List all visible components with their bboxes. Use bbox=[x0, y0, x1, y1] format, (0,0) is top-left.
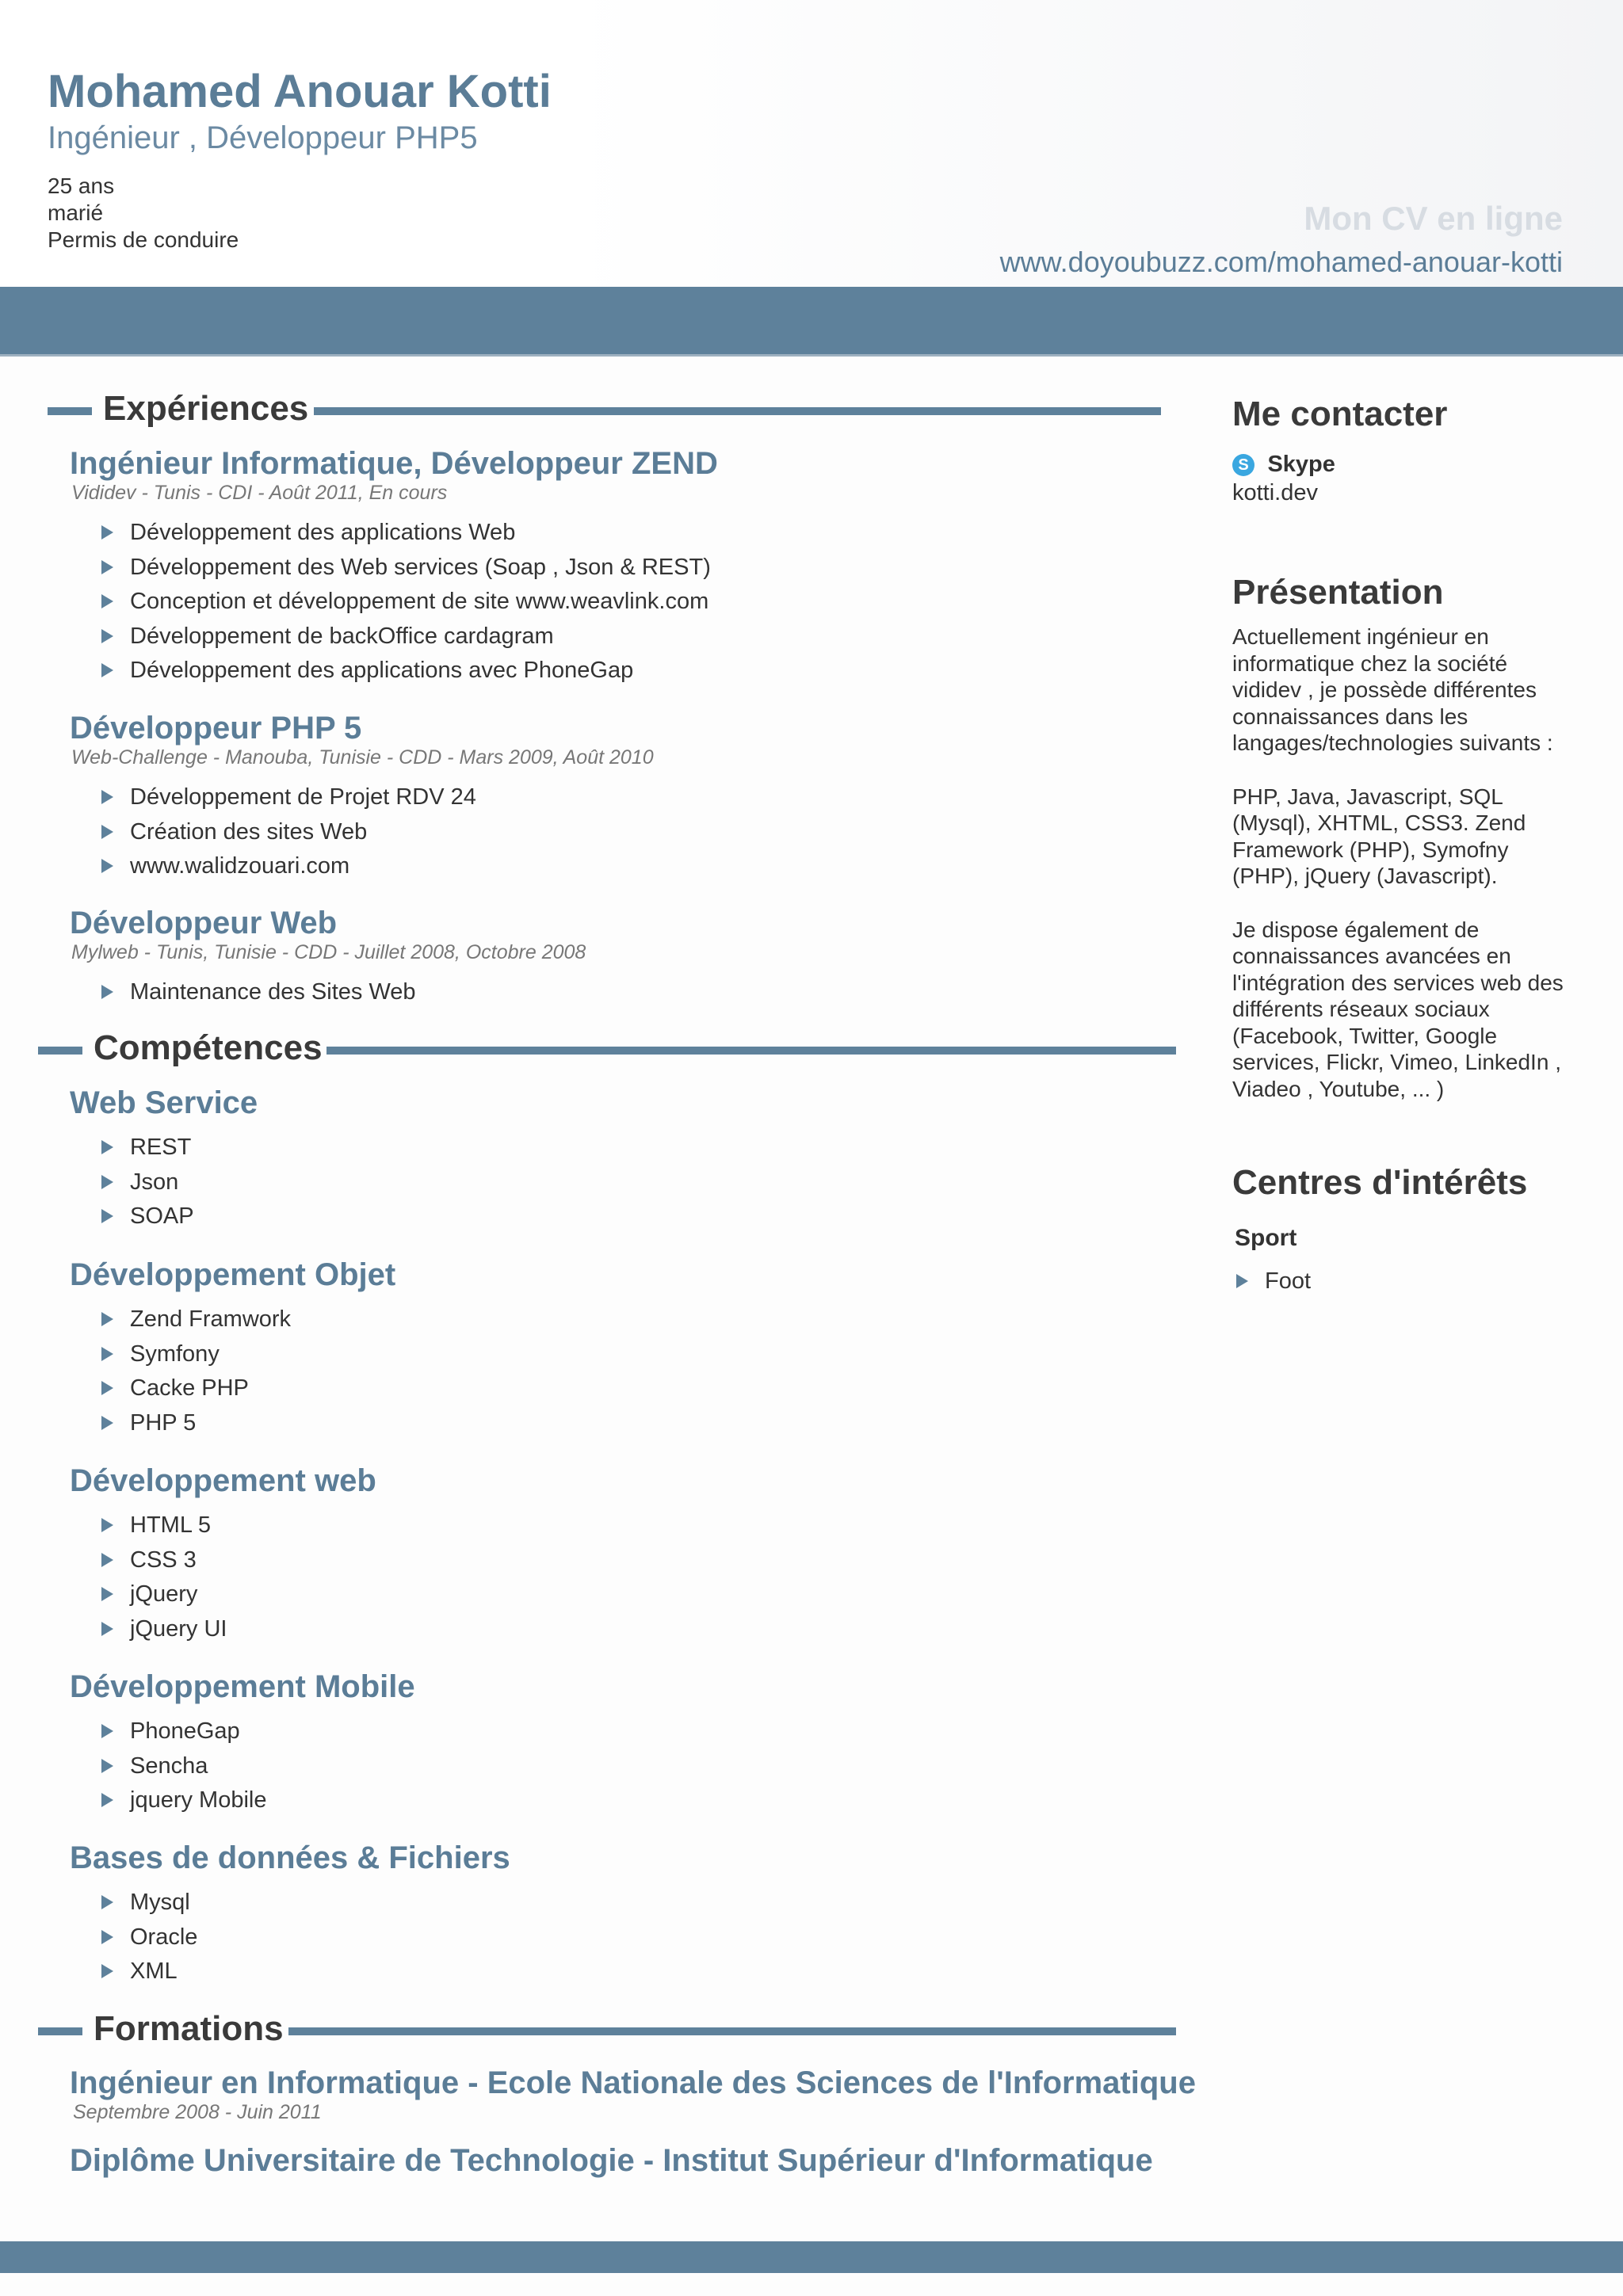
experiences-heading bbox=[48, 389, 1161, 429]
list-item: Json bbox=[100, 1165, 194, 1200]
skill-group-title: Web Service bbox=[70, 1085, 258, 1120]
list-item: Développement des applications Web bbox=[100, 516, 711, 551]
list-item: Développement de Projet RDV 24 bbox=[100, 780, 476, 815]
list-item: Création des sites Web bbox=[100, 815, 476, 850]
list-item: Zend Framwork bbox=[100, 1302, 291, 1337]
list-item: jQuery UI bbox=[100, 1612, 227, 1647]
heading-rule-right bbox=[327, 1047, 1176, 1055]
list-item: Mysql bbox=[100, 1886, 197, 1920]
skype-icon: S bbox=[1232, 454, 1254, 476]
contact-heading: Me contacter bbox=[1232, 395, 1448, 433]
cv-header bbox=[0, 0, 1623, 287]
job-tasks-list bbox=[100, 516, 711, 688]
job-title: Développeur PHP 5 bbox=[70, 711, 362, 746]
skype-id: kotti.dev bbox=[1232, 480, 1318, 505]
skype-contact[interactable] bbox=[1232, 452, 1335, 480]
info-marital-status: marié bbox=[48, 200, 104, 225]
presentation-heading: Présentation bbox=[1232, 573, 1444, 612]
skill-group-title: Développement Objet bbox=[70, 1257, 396, 1292]
skill-list bbox=[100, 1714, 266, 1818]
job-subtitle: Ingénieur , Développeur PHP5 bbox=[48, 120, 478, 155]
skill-list bbox=[100, 1886, 197, 1989]
degree-title: Ingénieur en Informatique - Ecole Nationale des Sciences de l'Informatique bbox=[70, 2065, 1196, 2100]
section-title: Expériences bbox=[103, 389, 309, 428]
job-title: Ingénieur Informatique, Développeur ZEND bbox=[70, 446, 718, 481]
job-tasks-list bbox=[100, 780, 476, 884]
skill-group-title: Bases de données & Fichiers bbox=[70, 1840, 510, 1875]
skill-list bbox=[100, 1131, 194, 1234]
skill-list bbox=[100, 1508, 227, 1646]
skill-group-title: Développement web bbox=[70, 1463, 376, 1498]
job-meta: Vididev - Tunis - CDI - Août 2011, En cours bbox=[71, 482, 448, 504]
list-item: Foot bbox=[1235, 1264, 1311, 1299]
skill-list bbox=[100, 1302, 291, 1440]
job-meta: Web-Challenge - Manouba, Tunisie - CDD - Mars 2009, Août 2010 bbox=[71, 746, 654, 769]
section-title: Formations bbox=[94, 2009, 284, 2048]
degree-title: Diplôme Universitaire de Technologie - Institut Supérieur d'Informatique bbox=[70, 2143, 1153, 2178]
list-item: PHP 5 bbox=[100, 1406, 291, 1441]
personal-info bbox=[48, 173, 239, 254]
list-item: Conception et développement de site www.weavlink.com bbox=[100, 585, 711, 620]
list-item: www.walidzouari.com bbox=[100, 849, 476, 884]
list-item: Symfony bbox=[100, 1337, 291, 1372]
list-item: CSS 3 bbox=[100, 1543, 227, 1578]
header-band bbox=[0, 287, 1623, 357]
degree-dates: Septembre 2008 - Juin 2011 bbox=[73, 2101, 322, 2123]
heading-rule-right bbox=[288, 2027, 1176, 2035]
section-title: Compétences bbox=[94, 1028, 323, 1067]
presentation-paragraph: Actuellement ingénieur en informatique chez la société vididev , je possède différentes connaissances dans les langages/technologies suivants : bbox=[1232, 624, 1553, 755]
list-item: jquery Mobile bbox=[100, 1783, 266, 1818]
list-item: SOAP bbox=[100, 1199, 194, 1234]
skills-heading bbox=[38, 1028, 1176, 1068]
education-heading bbox=[38, 2009, 1176, 2049]
cv-online-label: Mon CV en ligne bbox=[1304, 200, 1563, 237]
heading-rule-left bbox=[48, 407, 92, 415]
list-item: Développement des applications avec PhoneGap bbox=[100, 654, 711, 688]
list-item: PhoneGap bbox=[100, 1714, 266, 1749]
list-item: Développement des Web services (Soap , Json & REST) bbox=[100, 551, 711, 585]
interest-list bbox=[1235, 1264, 1311, 1299]
job-tasks-list bbox=[100, 975, 416, 1010]
skill-group-title: Développement Mobile bbox=[70, 1669, 415, 1704]
heading-rule-right bbox=[314, 407, 1161, 415]
list-item: HTML 5 bbox=[100, 1508, 227, 1543]
heading-rule-left bbox=[38, 2027, 82, 2035]
footer-band bbox=[0, 2241, 1623, 2273]
presentation-paragraph: PHP, Java, Javascript, SQL (Mysql), XHTML, CSS3. Zend Framework (PHP), Symofny (PHP), jQuery (Javascript). bbox=[1232, 784, 1526, 888]
list-item: jQuery bbox=[100, 1577, 227, 1612]
list-item: REST bbox=[100, 1131, 194, 1165]
job-meta: Mylweb - Tunis, Tunisie - CDD - Juillet 2008, Octobre 2008 bbox=[71, 941, 586, 963]
list-item: Développement de backOffice cardagram bbox=[100, 620, 711, 654]
person-name: Mohamed Anouar Kotti bbox=[48, 66, 552, 117]
list-item: Sencha bbox=[100, 1749, 266, 1784]
interests-heading: Centres d'intérêts bbox=[1232, 1163, 1528, 1202]
job-title: Développeur Web bbox=[70, 906, 338, 940]
cv-online-link[interactable]: www.doyoubuzz.com/mohamed-anouar-kotti bbox=[999, 246, 1563, 278]
list-item: Maintenance des Sites Web bbox=[100, 975, 416, 1010]
list-item: Oracle bbox=[100, 1920, 197, 1955]
skype-label: Skype bbox=[1267, 452, 1335, 477]
info-license: Permis de conduire bbox=[48, 227, 239, 252]
heading-rule-left bbox=[38, 1047, 82, 1055]
info-age: 25 ans bbox=[48, 174, 115, 198]
interest-category: Sport bbox=[1235, 1225, 1297, 1251]
presentation-paragraph: Je dispose également de connaissances avancées en l'intégration des services web des différents réseaux sociaux (Facebook, Twitter, Google services, Flickr, Vimeo, LinkedIn , Viadeo , Youtube, ... ) bbox=[1232, 917, 1564, 1101]
presentation-text bbox=[1232, 624, 1581, 1129]
list-item: Cacke PHP bbox=[100, 1371, 291, 1406]
list-item: XML bbox=[100, 1955, 197, 1989]
